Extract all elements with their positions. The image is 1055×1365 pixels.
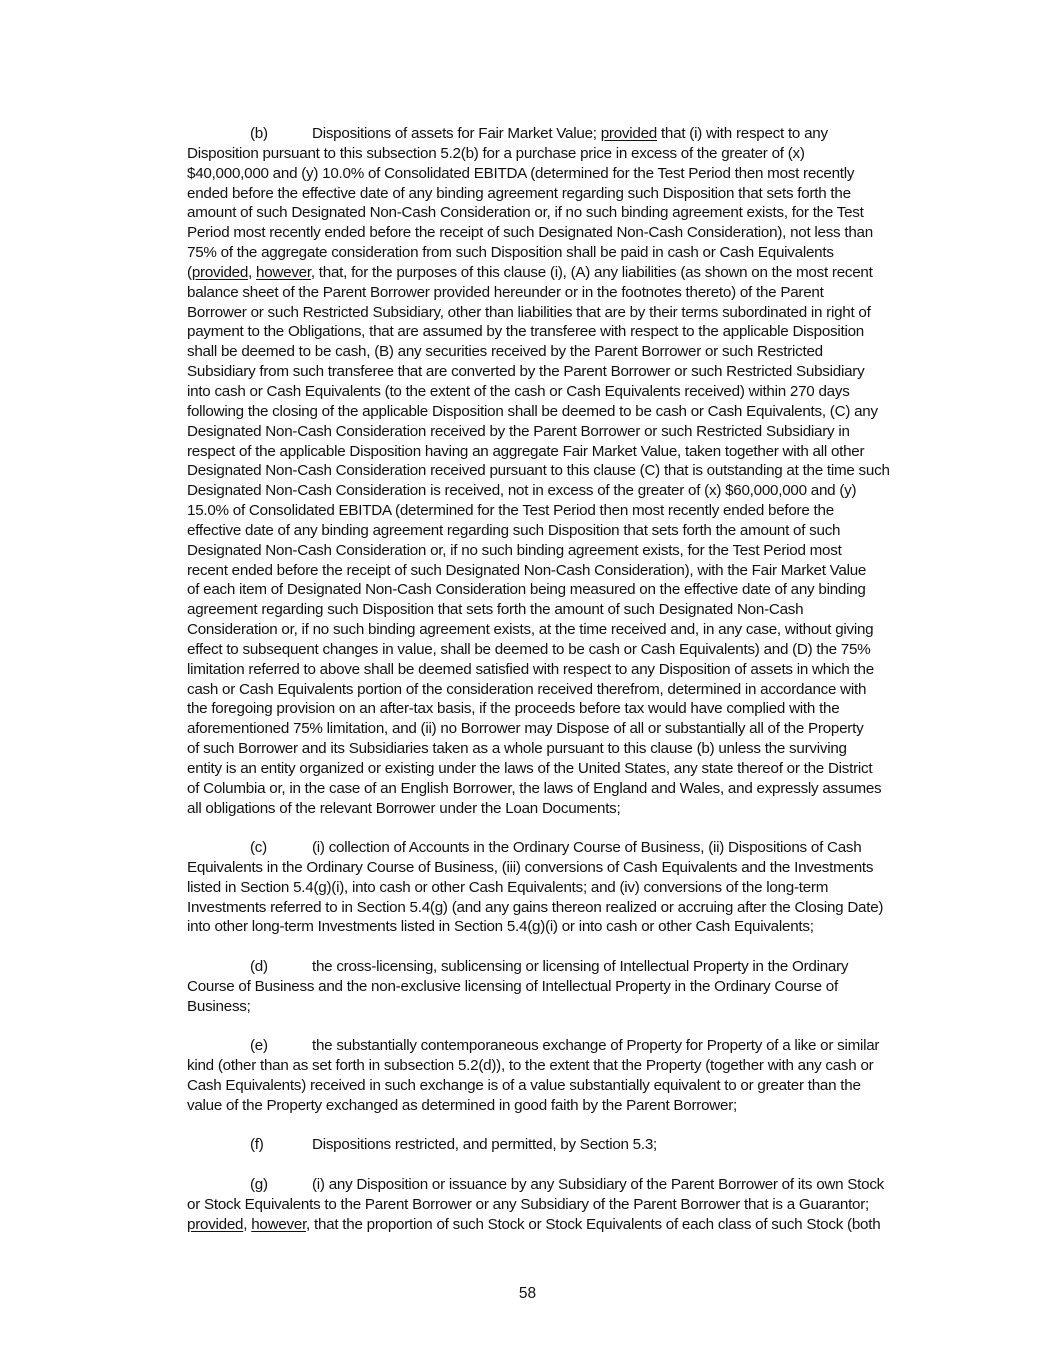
text-line: [187, 997, 935, 1017]
text-segment: payment to the Obligations, that are assumed by the transferee with respect to the applicable Disposition: [187, 323, 864, 341]
paragraph-g: [187, 1175, 935, 1235]
text-segment: into cash or Cash Equivalents (to the extent of the cash or Cash Equivalents received) within 270 days: [187, 382, 850, 400]
text-line: [187, 739, 935, 759]
paragraph-f: [187, 1135, 935, 1155]
text-segment: Disposition pursuant to this subsection 5.2(b) for a purchase price in excess of the greater of (x): [187, 144, 805, 162]
text-line: [187, 382, 935, 402]
text-line: [187, 283, 935, 303]
underlined-term: provided: [191, 263, 249, 281]
text-line: [187, 541, 935, 561]
text-segment: Course of Business and the non-exclusive licensing of Intellectual Property in the Ordinary Course of: [187, 977, 838, 995]
text-line: [187, 184, 935, 204]
text-line: [187, 501, 935, 521]
clause-label: (g): [250, 1176, 268, 1193]
text-segment: Cash Equivalents) received in such exchange is of a value substantially equivalent to or greater than the: [187, 1076, 861, 1094]
text-segment: kind (other than as set forth in subsection 5.2(d)), to the extent that the Property (together with any cash or: [187, 1056, 874, 1074]
text-line: [187, 779, 935, 799]
text-segment: Designated Non-Cash Consideration is received, not in excess of the greater of (x) $60,000,000 and (y): [187, 482, 857, 500]
text-segment: aforementioned 75% limitation, and (ii) no Borrower may Dispose of all or substantially all of the Property: [187, 720, 864, 738]
text-line: [187, 1135, 935, 1155]
clause-label: (c): [250, 839, 267, 856]
text-segment: Equivalents in the Ordinary Course of Business, (iii) conversions of Cash Equivalents and the Investments: [187, 858, 874, 876]
text-segment: the substantially contemporaneous exchange of Property for Property of a like or similar: [312, 1037, 880, 1054]
text-segment: , that the proportion of such Stock or Stock Equivalents of each class of such Stock (both: [306, 1215, 881, 1233]
text-line: [187, 263, 935, 283]
text-segment: Borrower or such Restricted Subsidiary, other than liabilities that are by their terms subordinated in right of: [187, 303, 871, 321]
text-segment: agreement regarding such Disposition that sets forth the amount of such Designated Non-Cash: [187, 601, 804, 619]
text-line: [187, 144, 935, 164]
text-line: [187, 1215, 935, 1235]
text-segment: effect to subsequent changes in value, shall be deemed to be cash or Cash Equivalents) and (D) the 75%: [187, 640, 871, 658]
text-line: [187, 1096, 935, 1116]
text-line: [187, 977, 935, 997]
text-line: [187, 442, 935, 462]
text-line: [187, 620, 935, 640]
underlined-term: however: [256, 263, 311, 281]
text-segment: Subsidiary from such transferee that are converted by the Parent Borrower or such Restricted Subsidiary: [187, 363, 865, 381]
text-segment: of each item of Designated Non-Cash Consideration being measured on the effective date of any binding: [187, 581, 866, 599]
paragraph-c: [187, 838, 935, 937]
text-segment: entity is an entity organized or existing under the laws of the United States, any state thereof or the District: [187, 760, 873, 777]
text-line: [187, 521, 935, 541]
text-line: [187, 917, 935, 937]
page-number: 58: [518, 1285, 537, 1302]
text-segment: the cross-licensing, sublicensing or licensing of Intellectual Property in the Ordinary: [312, 958, 849, 975]
underlined-term: provided: [187, 1215, 244, 1233]
text-segment: recent ended before the receipt of such Designated Non-Cash Consideration), with the Fair Market Value: [187, 561, 867, 579]
text-segment: the foregoing provision on an after-tax basis, if the proceeds before tax would have complied with the: [187, 700, 840, 718]
text-segment: value of the Property exchanged as determined in good faith by the Parent Borrower;: [187, 1096, 737, 1114]
text-segment: (: [187, 263, 192, 281]
text-line: [187, 561, 935, 581]
text-segment: (i) collection of Accounts in the Ordinary Course of Business, (ii) Dispositions of Cash: [312, 839, 862, 856]
text-segment: or Stock Equivalents to the Parent Borrower or any Subsidiary of the Parent Borrower that is a Guarantor;: [187, 1195, 870, 1213]
text-segment: effective date of any binding agreement regarding such Disposition that sets forth the amount of such: [187, 521, 841, 539]
text-line: [187, 1195, 935, 1215]
text-line: [187, 878, 935, 898]
text-line: [187, 699, 935, 719]
text-segment: Designated Non-Cash Consideration received by the Parent Borrower or such Restricted Subsidiary in: [187, 422, 850, 440]
text-line: [187, 1076, 935, 1096]
text-segment: following the closing of the applicable Disposition shall be deemed to be cash or Cash Equivalents, (C) any: [187, 402, 878, 420]
clause-label: (e): [250, 1037, 268, 1054]
text-segment: of Columbia or, in the case of an English Borrower, the laws of England and Wales, and expressly assumes: [187, 779, 882, 797]
clause-label: (b): [250, 125, 268, 142]
text-segment: listed in Section 5.4(g)(i), into cash or other Cash Equivalents; and (iv) conversions of the long-term: [187, 878, 829, 896]
text-segment: cash or Cash Equivalents portion of the consideration received therefrom, determined in accordance with: [187, 680, 867, 698]
text-line: [187, 362, 935, 382]
text-line: [187, 660, 935, 680]
text-line: [187, 1056, 935, 1076]
text-line: [187, 838, 935, 858]
text-line: [187, 164, 935, 184]
text-segment: Business;: [187, 997, 251, 1015]
text-segment: , that, for the purposes of this clause (i), (A) any liabilities (as shown on the most recent: [310, 263, 873, 281]
text-line: [187, 799, 935, 819]
clause-label: (f): [250, 1136, 264, 1153]
text-line: [187, 898, 935, 918]
text-segment: that (i) with respect to any: [656, 125, 828, 142]
text-segment: $40,000,000 and (y) 10.0% of Consolidated EBITDA (determined for the Test Period then most recently: [187, 164, 855, 182]
text-segment: 75% of the aggregate consideration from such Disposition shall be paid in cash or Cash Equivalents: [187, 244, 834, 262]
text-segment: Dispositions of assets for Fair Market Value;: [312, 125, 601, 142]
paragraph-d: [187, 957, 935, 1017]
text-line: [187, 243, 935, 263]
text-line: [187, 322, 935, 342]
text-segment: Designated Non-Cash Consideration or, if no such binding agreement exists, for the Test Period most: [187, 541, 842, 559]
text-segment: Designated Non-Cash Consideration received pursuant to this clause (C) that is outstanding at the time such: [187, 462, 890, 480]
text-line: [187, 640, 935, 660]
text-segment: amount of such Designated Non-Cash Consideration or, if no such binding agreement exists, for the Test: [187, 204, 864, 222]
text-line: [187, 1036, 935, 1056]
text-segment: ,: [248, 263, 257, 281]
text-segment: ended before the effective date of any binding agreement regarding such Disposition that sets forth the: [187, 184, 851, 202]
paragraph-e: [187, 1036, 935, 1115]
text-segment: all obligations of the relevant Borrower under the Loan Documents;: [187, 799, 621, 817]
text-line: [187, 481, 935, 501]
text-line: [187, 858, 935, 878]
text-segment: Dispositions restricted, and permitted, by Section 5.3;: [312, 1136, 658, 1153]
text-segment: (i) any Disposition or issuance by any Subsidiary of the Parent Borrower of its own Stock: [312, 1176, 885, 1193]
text-line: [187, 342, 935, 362]
text-segment: ,: [243, 1215, 252, 1233]
underlined-term: provided: [600, 125, 657, 142]
text-line: [187, 759, 935, 779]
text-line: [187, 1175, 935, 1195]
text-line: [187, 719, 935, 739]
text-segment: 15.0% of Consolidated EBITDA (determined for the Test Period then most recently ended before the: [187, 502, 834, 520]
text-line: [187, 124, 935, 144]
underlined-term: however: [251, 1215, 307, 1233]
text-segment: limitation referred to above shall be deemed satisfied with respect to any Disposition of assets in which the: [187, 660, 874, 678]
text-line: [187, 680, 935, 700]
text-segment: Period most recently ended before the receipt of such Designated Non-Cash Consideration), not less than: [187, 224, 873, 242]
text-segment: into other long-term Investments listed in Section 5.4(g)(i) or into cash or other Cash Equivalents;: [187, 918, 814, 936]
text-segment: Consideration or, if no such binding agreement exists, at the time received and, in any case, without giving: [187, 621, 874, 639]
text-line: [187, 303, 935, 323]
text-line: [187, 203, 935, 223]
text-line: [187, 461, 935, 481]
text-segment: Investments referred to in Section 5.4(g) (and any gains thereon realized or accruing after the Closing Date): [187, 898, 884, 916]
text-segment: balance sheet of the Parent Borrower provided hereunder or in the footnotes thereto) of the Parent: [187, 283, 824, 301]
paragraph-b: [187, 124, 935, 819]
text-line: [187, 223, 935, 243]
text-line: [187, 957, 935, 977]
text-segment: shall be deemed to be cash, (B) any securities received by the Parent Borrower or such Restricted: [187, 343, 823, 361]
text-line: [187, 422, 935, 442]
text-segment: respect of the applicable Disposition having an aggregate Fair Market Value, taken together with all other: [187, 442, 865, 460]
text-line: [187, 600, 935, 620]
text-segment: of such Borrower and its Subsidiaries taken as a whole pursuant to this clause (b) unless the surviving: [187, 740, 847, 758]
text-line: [187, 580, 935, 600]
clause-label: (d): [250, 958, 268, 975]
text-line: [187, 402, 935, 422]
